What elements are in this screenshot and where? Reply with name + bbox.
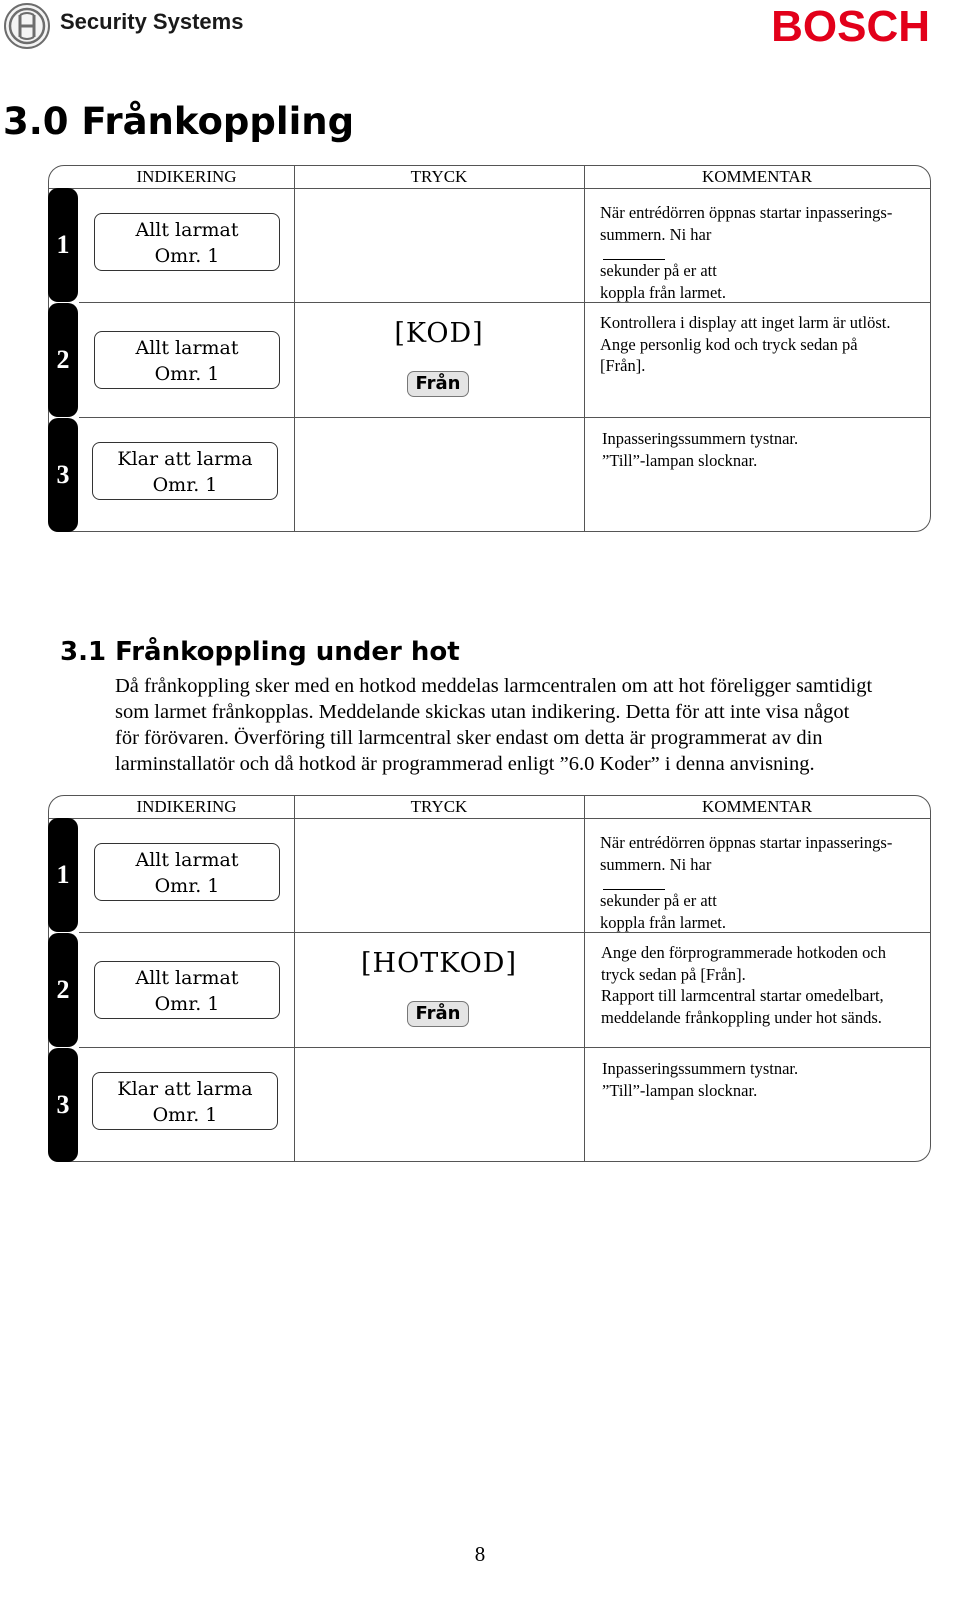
procedure-table-2 — [48, 795, 931, 1162]
comment-text: Inpasseringssummern tystnar. ”Till”-lampan slocknar. — [602, 1059, 799, 1100]
bosch-logo-icon — [4, 3, 50, 49]
column-header-tryck: TRYCK — [410, 167, 468, 186]
column-header-kommentar: KOMMENTAR — [701, 167, 813, 186]
keypad-display — [94, 961, 280, 1019]
code-entry: [KOD] — [394, 318, 484, 349]
display-line: Omr. 1 — [152, 474, 218, 496]
display-line: Allt larmat — [135, 219, 239, 241]
column-header-kommentar: KOMMENTAR — [701, 797, 813, 816]
column-header-indikering: INDIKERING — [136, 797, 237, 816]
display-line: Omr. 1 — [154, 245, 220, 267]
display-line: Klar att larma — [117, 1078, 253, 1100]
keypad-display — [94, 213, 280, 271]
section-title: 3.0 Frånkoppling — [3, 100, 355, 143]
column-header-tryck: TRYCK — [410, 797, 468, 816]
step-number: 3 — [48, 1048, 78, 1162]
blank-line — [603, 875, 665, 890]
fran-key-button[interactable]: Från — [407, 1001, 469, 1027]
keypad-display — [94, 331, 280, 389]
comment-text: Ange den förprogrammerade hotkoden och tryck sedan på [Från]. Rapport till larmcentral startar omedelbart, meddelande frånkoppling under hot sänds. — [601, 943, 886, 1027]
display-line: Klar att larma — [117, 448, 253, 470]
subsection-title: 3.1 Frånkoppling under hot — [60, 637, 460, 667]
display-line: Allt larmat — [135, 849, 239, 871]
step-number: 1 — [48, 818, 78, 932]
display-line: Allt larmat — [135, 967, 239, 989]
display-line: Omr. 1 — [154, 875, 220, 897]
comment-text: När entrédörren öppnas startar inpasserings- summern. Ni har sekunder på er att koppla från larmet. — [600, 833, 893, 932]
page-number: 8 — [474, 1542, 486, 1566]
brand-logo-text: BOSCH — [771, 2, 930, 51]
comment-text: När entrédörren öppnas startar inpasserings- summern. Ni har sekunder på er att koppla från larmet. — [600, 203, 893, 302]
display-line: Omr. 1 — [154, 363, 220, 385]
code-entry: [HOTKOD] — [361, 948, 517, 979]
keypad-display — [92, 442, 278, 500]
display-line: Allt larmat — [135, 337, 239, 359]
brand-subtitle: Security Systems — [60, 9, 244, 34]
step-number: 2 — [48, 303, 78, 417]
keypad-display — [94, 843, 280, 901]
keypad-display — [92, 1072, 278, 1130]
fran-key-button[interactable]: Från — [407, 371, 469, 397]
column-header-indikering: INDIKERING — [136, 167, 237, 186]
section-paragraph: Då frånkoppling sker med en hotkod meddelas larmcentralen om att hot föreligger samtidigt som larmet frånkopplas. Meddelande skickas utan indikering. Detta för att inte visa något för förövaren. Överföring till larmcentral sker endast om detta är programmerat av din larminstallatör och då hotkod är programmerad enligt ”6.0 Koder” i denna anvisning. — [115, 675, 873, 775]
comment-text: Kontrollera i display att inget larm är utlöst. Ange personlig kod och tryck sedan på [Från]. — [600, 313, 891, 375]
step-number: 1 — [48, 188, 78, 302]
display-line: Omr. 1 — [152, 1104, 218, 1126]
step-number: 2 — [48, 933, 78, 1047]
procedure-table-1 — [48, 165, 931, 532]
comment-text: Inpasseringssummern tystnar. ”Till”-lampan slocknar. — [602, 429, 799, 470]
blank-line — [603, 245, 665, 260]
table-header — [49, 796, 930, 819]
table-header — [49, 166, 930, 189]
display-line: Omr. 1 — [154, 993, 220, 1015]
step-number: 3 — [48, 418, 78, 532]
